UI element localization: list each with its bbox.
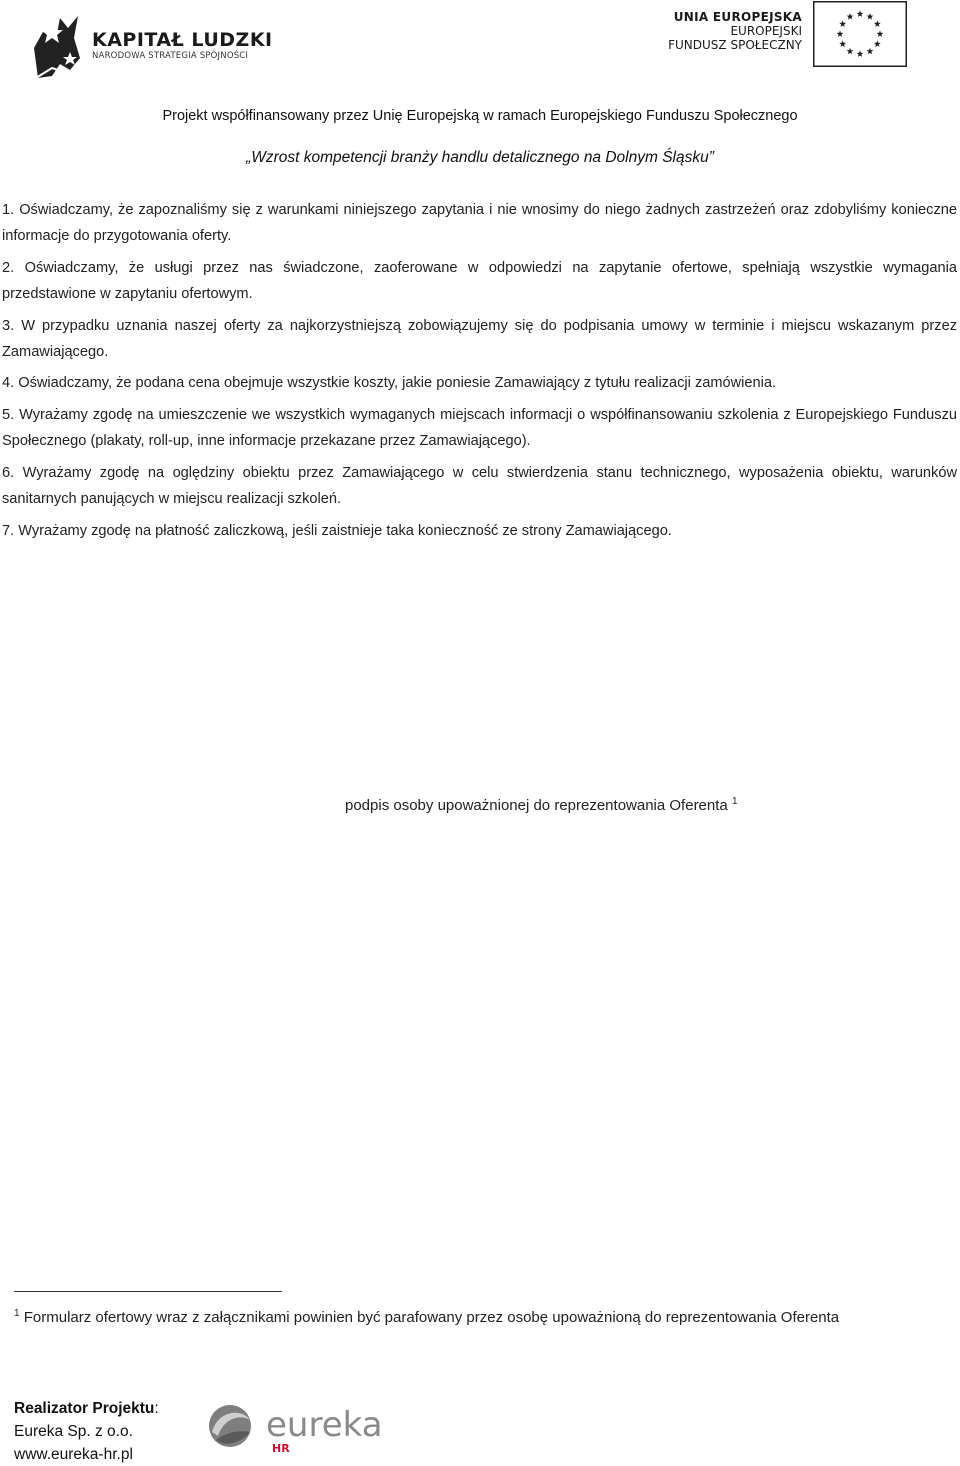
signature-text: podpis osoby upoważnionej do reprezentowania Oferenta: [345, 797, 728, 814]
footnote-number: 1: [14, 1308, 20, 1319]
signature-label: [345, 796, 738, 814]
kapital-ludzki-name: KAPITAŁ LUDZKI: [92, 29, 273, 51]
footnote: [14, 1301, 914, 1331]
eu-flag-icon: [813, 1, 907, 72]
clause-3: 3. W przypadku uznania naszej oferty za najkorzystniejszą zobowiązujemy się do podpisania umowy w terminie i miejscu wskazanym przez Zamawiającego.: [2, 318, 957, 360]
realizator-colon: :: [154, 1400, 159, 1417]
eu-logo-text: [668, 10, 802, 52]
clause-2: 2. Oświadczamy, że usługi przez nas świadczone, zaoferowane w odpowiedzi na zapytanie ofertowe, spełniają wszystkie wymagania przedstawione w zapytaniu ofertowym.: [2, 260, 957, 302]
eureka-hr-mark: HR: [272, 1442, 290, 1454]
kapital-ludzki-subtitle: NARODOWA STRATEGIA SPÓJNOŚCI: [92, 51, 249, 61]
signature-footnote-ref: 1: [731, 796, 738, 807]
eu-name: UNIA EUROPEJSKA: [673, 10, 802, 24]
eu-fund-line2: FUNDUSZ SPOŁECZNY: [668, 38, 802, 52]
clause-5: 5. Wyrażamy zgodę na umieszczenie we wszystkich wymaganych miejscach informacji o współfinansowaniu szkolenia z Europejskiego Funduszu Społecznego (plakaty, roll-up, inne informacje przekazane przez Zamawiającego).: [2, 407, 957, 449]
kapital-ludzki-logo: [30, 8, 82, 85]
footnote-text: Formularz ofertowy wraz z załącznikami powinien być parafowany przez osobę upoważnioną do reprezentowania Oferenta: [23, 1309, 840, 1326]
clause-7: 7. Wyrażamy zgodę na płatność zaliczkową, jeśli zaistnieje taka konieczność ze strony Zamawiającego.: [2, 523, 672, 539]
eureka-logo: [204, 1402, 414, 1459]
clause-1: 1. Oświadczamy, że zapoznaliśmy się z warunkami niniejszego zapytania i nie wnosimy do niego żadnych zastrzeżeń oraz zdobyliśmy konieczne informacje do przygotowania oferty.: [2, 202, 957, 244]
realizator-block: [14, 1397, 159, 1466]
kapital-ludzki-text: [92, 30, 273, 62]
eu-fund-line1: EUROPEJSKI: [730, 24, 802, 38]
realizator-company: Eureka Sp. z o.o.: [14, 1423, 133, 1440]
eureka-swirl-icon: [209, 1405, 251, 1447]
eureka-wordmark: eureka: [266, 1405, 383, 1445]
project-title: „Wzrost kompetencji branży handlu detalicznego na Dolnym Śląsku”: [246, 149, 714, 166]
realizator-label: Realizator Projektu: [14, 1400, 155, 1417]
clause-6: 6. Wyrażamy zgodę na oględziny obiektu przez Zamawiającego w celu stwierdzenia stanu technicznego, wyposażenia obiektu, warunków sanitarnych panujących w miejscu realizacji szkoleń.: [2, 465, 957, 507]
realizator-website: www.eureka-hr.pl: [14, 1446, 133, 1463]
footnote-separator: [14, 1291, 282, 1292]
cofinancing-statement: Projekt współfinansowany przez Unię Europejską w ramach Europejskiego Funduszu Społecznego: [162, 108, 798, 124]
kapital-ludzki-emblem-icon: [30, 8, 82, 80]
clause-4: 4. Oświadczamy, że podana cena obejmuje wszystkie koszty, jakie poniesie Zamawiający z tytułu realizacji zamówienia.: [2, 375, 777, 391]
